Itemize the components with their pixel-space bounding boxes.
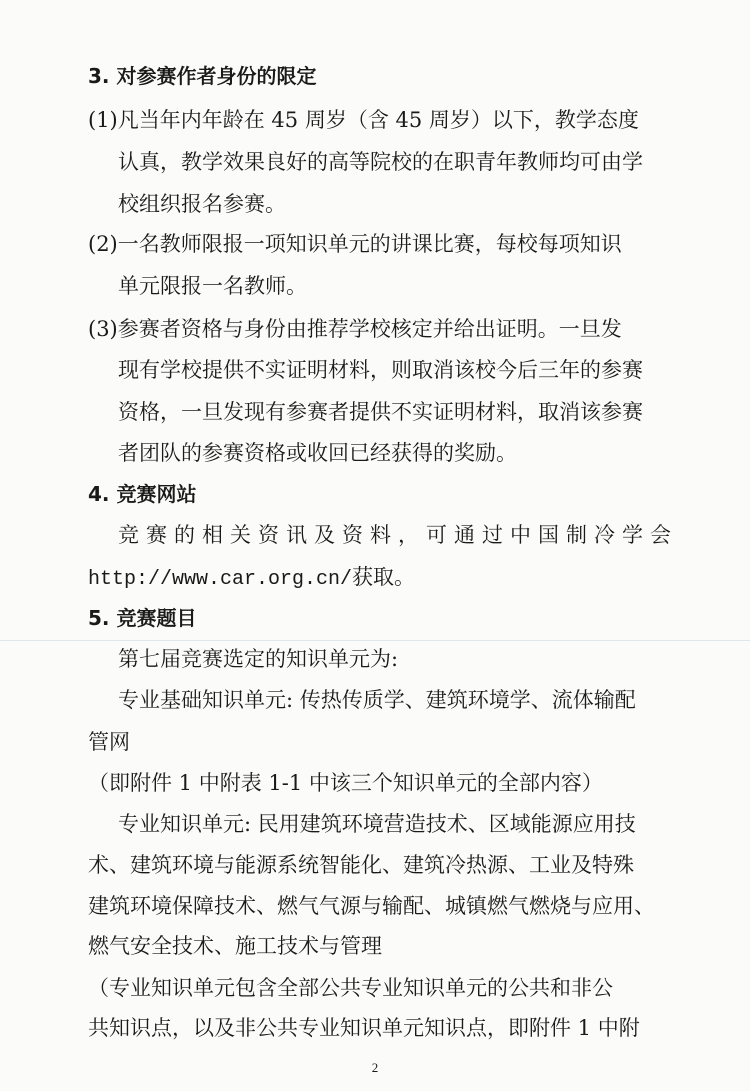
s5-p4-line4: 燃气安全技术、施工技术与管理 (88, 934, 382, 958)
s5-p3: （即附件 1 中附表 1-1 中该三个知识单元的全部内容） (88, 771, 603, 795)
page-number: 2 (371, 1060, 379, 1075)
s5-p4-line1: 专业知识单元: 民用建筑环境营造技术、区域能源应用技 (118, 812, 636, 836)
car-website-link[interactable]: http://www.car.org.cn/ (88, 568, 353, 591)
s4-line2 (0, 561, 750, 596)
s3-item1-line3: 校组织报名参赛。 (118, 192, 286, 216)
s3-item3-line1: (3)参赛者资格与身份由推荐学校核定并给出证明。一旦发 (88, 317, 622, 341)
s5-p5-line2: 共知识点，以及非公共专业知识单元知识点，即附件 1 中附 (88, 1016, 640, 1040)
s3-item2-line2: 单元限报一名教师。 (118, 274, 307, 298)
section-5-title: 5. 竞赛题目 (88, 606, 197, 630)
scan-line (0, 640, 750, 641)
s5-p4-line2: 术、建筑环境与能源系统智能化、建筑冷热源、工业及特殊 (88, 853, 634, 877)
s5-p4-line3: 建筑环境保障技术、燃气气源与输配、城镇燃气燃烧与应用、 (88, 894, 655, 918)
s5-p5-line1: （专业知识单元包含全部公共专业知识单元的公共和非公 (88, 976, 613, 1000)
s5-p2-line2: 管网 (88, 730, 130, 754)
s3-item3-line2: 现有学校提供不实证明材料，则取消该校今后三年的参赛 (118, 358, 643, 382)
s3-item2-line1: (2)一名教师限报一项知识单元的讲课比赛，每校每项知识 (88, 232, 622, 256)
s4-line2-suffix: 获取。 (352, 565, 416, 589)
s3-item1-line2: 认真，教学效果良好的高等院校的在职青年教师均可由学 (118, 150, 643, 174)
s3-item3-line4: 者团队的参赛资格或收回已经获得的奖励。 (118, 441, 517, 465)
section-4-title: 4. 竞赛网站 (88, 482, 197, 506)
s3-item1-line1: (1)凡当年内年龄在 45 周岁（含 45 周岁）以下，教学态度 (88, 108, 639, 132)
s3-item3-line3: 资格，一旦发现有参赛者提供不实证明材料，取消该参赛 (118, 400, 643, 424)
s4-line1: 竞赛的相关资讯及资料，可通过中国制冷学会 (118, 523, 678, 547)
s5-p2-line1: 专业基础知识单元: 传热传质学、建筑环境学、流体输配 (118, 688, 636, 712)
s5-p1: 第七届竞赛选定的知识单元为: (118, 647, 399, 671)
section-3-title: 3. 对参赛作者身份的限定 (88, 64, 317, 88)
